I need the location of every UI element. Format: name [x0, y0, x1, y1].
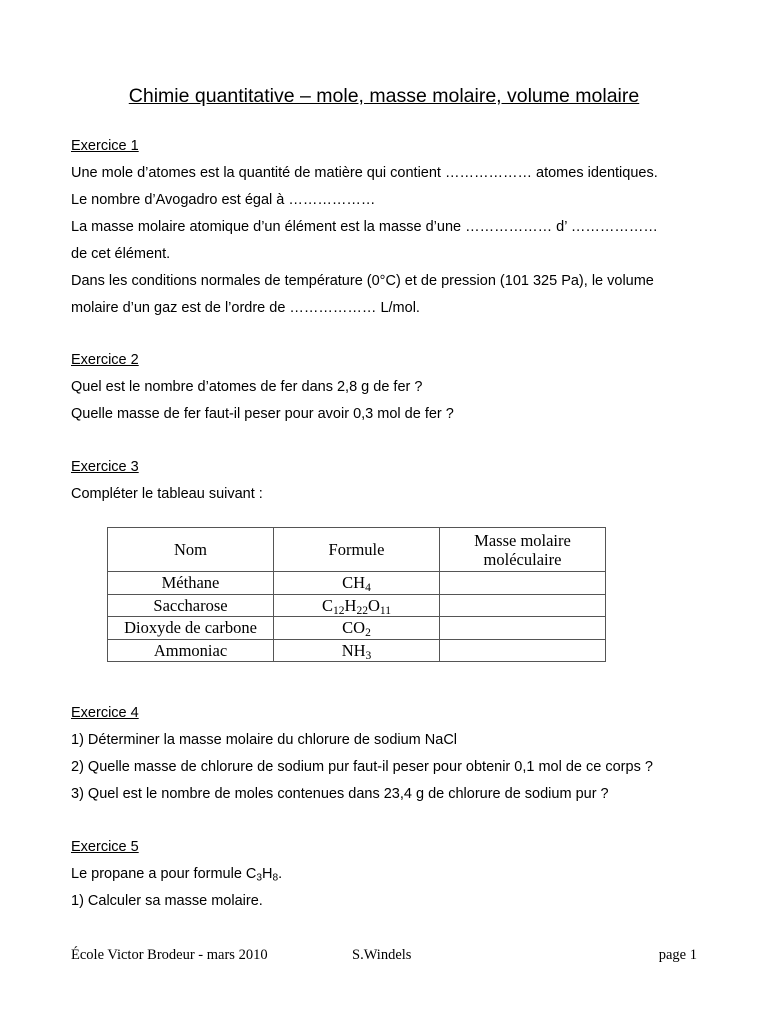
exercise-2-heading: Exercice 2 [71, 352, 139, 368]
molar-mass-answer-cell[interactable] [440, 617, 606, 640]
compound-name: Ammoniac [108, 639, 274, 662]
exercise-3 [71, 454, 711, 508]
header-name: Nom [108, 528, 274, 572]
exercise-5 [71, 834, 711, 915]
molar-mass-answer-cell[interactable] [440, 594, 606, 617]
compound-name: Saccharose [108, 594, 274, 617]
exercise-5-heading: Exercice 5 [71, 839, 139, 855]
footer-school: École Victor Brodeur - mars 2010 [71, 947, 268, 963]
exercise-4-line: 2) Quelle masse de chlorure de sodium pur faut-il peser pour obtenir 0,1 mol de ce corps ? [71, 759, 653, 775]
compound-name: Méthane [108, 572, 274, 595]
exercise-2-line: Quelle masse de fer faut-il peser pour avoir 0,3 mol de fer ? [71, 406, 454, 422]
exercise-4-line: 3) Quel est le nombre de moles contenues dans 23,4 g de chlorure de sodium pur ? [71, 786, 609, 802]
table-row [108, 594, 606, 617]
compound-formula: $CO_2$ [274, 617, 440, 640]
table-row [108, 572, 606, 595]
molar-mass-table [107, 527, 606, 662]
compound-formula: $CH_4$ [274, 572, 440, 595]
exercise-3-heading: Exercice 3 [71, 459, 139, 475]
exercise-2 [71, 347, 711, 428]
table-row [108, 617, 606, 640]
molar-mass-answer-cell[interactable] [440, 639, 606, 662]
footer-author: S.Windels [352, 947, 412, 963]
exercise-5-line: 1) Calculer sa masse molaire. [71, 893, 263, 909]
table-header-row [108, 528, 606, 572]
compound-name: Dioxyde de carbone [108, 617, 274, 640]
table-row [108, 639, 606, 662]
molar-mass-table-wrap [107, 527, 606, 662]
exercise-1-line: La masse molaire atomique d’un élément est la masse d’une ……………… d’ ……………… [71, 219, 658, 235]
header-molar-mass [440, 528, 606, 572]
header-molar-mass-line2: moléculaire [483, 549, 562, 569]
compound-formula: $C_{12}H_{22}O_{11}$ [274, 594, 440, 617]
exercise-1 [71, 133, 711, 322]
exercise-1-line: molaire d’un gaz est de l’ordre de ……………… L/mol. [71, 300, 420, 316]
exercise-1-line: Dans les conditions normales de température (0°C) et de pression (101 325 Pa), le volume [71, 273, 654, 289]
exercise-1-heading: Exercice 1 [71, 138, 139, 154]
exercise-5-formula-line: Le propane a pour formule $C_3H_8$. [71, 866, 283, 884]
compound-formula: $NH_3$ [274, 639, 440, 662]
exercise-4-heading: Exercice 4 [71, 705, 139, 721]
exercise-4 [71, 700, 711, 808]
footer-page-number: page 1 [658, 947, 697, 963]
header-molar-mass-line1: Masse molaire [474, 530, 571, 550]
exercise-3-intro: Compléter le tableau suivant : [71, 486, 263, 502]
exercise-4-line: 1) Déterminer la masse molaire du chlorure de sodium NaCl [71, 732, 458, 748]
header-formula: Formule [274, 528, 440, 572]
page-title: Chimie quantitative – mole, masse molaire, volume molaire [128, 85, 640, 107]
exercise-1-line: Une mole d’atomes est la quantité de matière qui contient ……………… atomes identiques. [71, 165, 658, 181]
exercise-2-line: Quel est le nombre d’atomes de fer dans 2,8 g de fer ? [71, 379, 423, 395]
molar-mass-answer-cell[interactable] [440, 572, 606, 595]
exercise-1-line: de cet élément. [71, 246, 171, 262]
exercise-1-line: Le nombre d’Avogadro est égal à ……………… [71, 192, 376, 208]
